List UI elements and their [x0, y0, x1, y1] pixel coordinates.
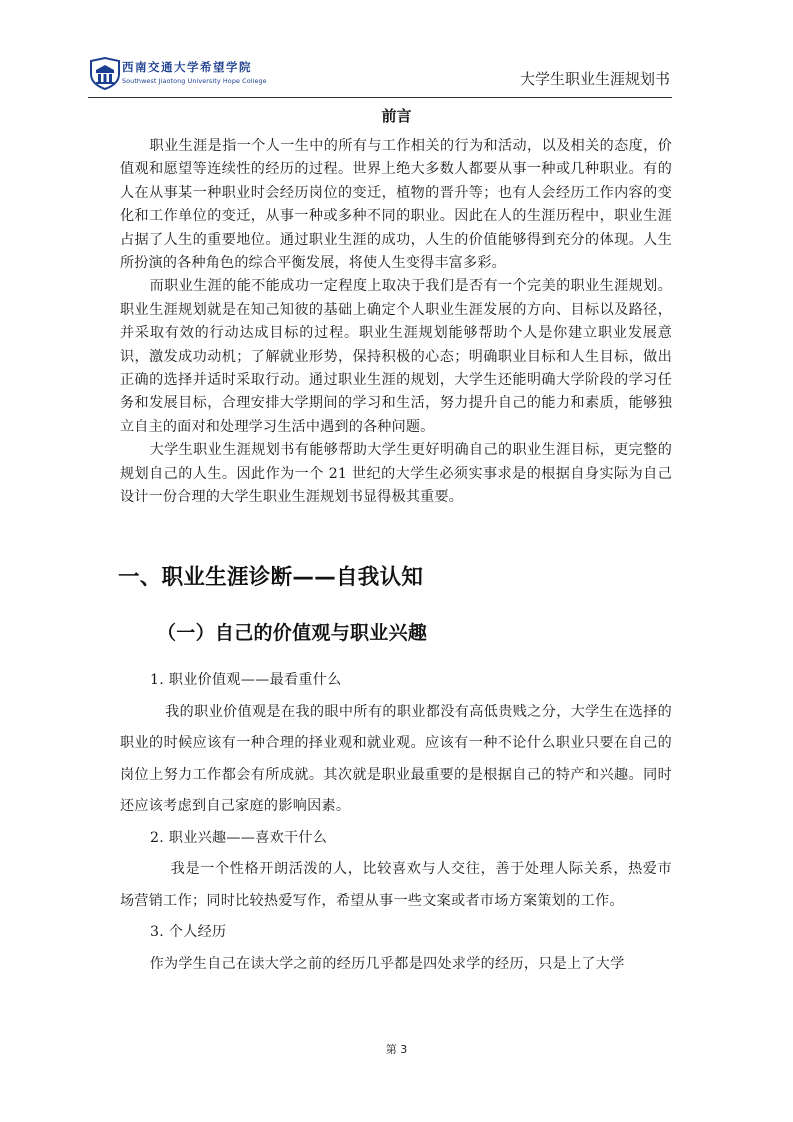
section-body — [120, 665, 672, 980]
preface-body — [120, 135, 672, 510]
preface-paragraph: 而职业生涯的能不能成功一定程度上取决于我们是否有一个完美的职业生涯规划。职业生涯规划就是在知己知彼的基础上确定个人职业生涯发展的方向、目标以及路径，并采取有效的行动达成目标的过程。职业生涯规划能够帮助个人是你建立职业发展意识，激发成功动机；了解就业形势，保持积极的心态；明确职业目标和人生目标，做出正确的选择并适时采取行动。通过职业生涯的规划，大学生还能明确大学阶段的学习任务和发展目标，合理安排大学期间的学习和生活，努力提升自己的能力和素质，能够独立自主的面对和处理学习生活中遇到的各种问题。 — [120, 278, 672, 435]
logo-english-name: Southwest Jiaotong University Hope College — [122, 77, 267, 85]
item-heading: 1. 职业价值观——最看重什么 — [150, 672, 342, 688]
page-header — [88, 52, 672, 98]
college-emblem-icon — [88, 56, 122, 90]
item-heading: 2. 职业兴趣——喜欢干什么 — [150, 829, 328, 846]
preface-paragraph: 大学生职业生涯规划书有能够帮助大学生更好明确自己的职业生涯目标，更完整的规划自己的人生。因此作为一个 21 世纪的大学生必须实事求是的根据自身实际为自己设计一份合理的大学生职业生涯规划书显得极其重要。 — [120, 442, 672, 506]
page-number: 第 3 — [385, 1043, 408, 1056]
college-logo — [88, 56, 318, 92]
preface-paragraph: 职业生涯是指一个人一生中的所有与工作相关的行为和活动，以及相关的态度，价值观和愿望等连续性的经历的过程。世界上绝大多数人都要从事一种或几种职业。有的人在从事某一种职业时会经历岗位的变迁，植物的晋升等；也有人会经历工作内容的变化和工作单位的变迁，从事一种或多种不同的职业。因此在人的生涯历程中，职业生涯占据了人生的重要地位。通过职业生涯的成功，人生的价值能够得到充分的体现。人生所扮演的各种角色的综合平衡发展，将使人生变得丰富多彩。 — [120, 138, 672, 272]
item-heading: 3. 个人经历 — [150, 924, 227, 940]
header-divider — [88, 97, 672, 98]
item-paragraph: 我是一个性格开朗活泼的人，比较喜欢与人交往，善于处理人际关系，热爱市场营销工作；同时比较热爱写作，希望从事一些文案或者市场方案策划的工作。 — [120, 861, 672, 909]
preface-heading: 前言 — [381, 107, 412, 125]
subsection-heading: （一）自己的价值观与职业兴趣 — [157, 622, 428, 644]
item-paragraph: 作为学生自己在读大学之前的经历几乎都是四处求学的经历，只是上了大学 — [149, 955, 625, 972]
section-heading: 一、职业生涯诊断——自我认知 — [118, 565, 424, 590]
item-paragraph: 我的职业价值观是在我的眼中所有的职业都没有高低贵贱之分，大学生在选择的职业的时候应该有一种合理的择业观和就业观。应该有一种不论什么职业只要在自己的岗位上努力工作都会有所成就。其次就是职业最重要的是根据自己的特产和兴趣。同时还应该考虑到自己家庭的影响因素。 — [120, 703, 672, 814]
logo-chinese-name: 西南交通大学希望学院 — [122, 60, 252, 74]
document-title: 大学生职业生涯规划书 — [519, 70, 670, 88]
